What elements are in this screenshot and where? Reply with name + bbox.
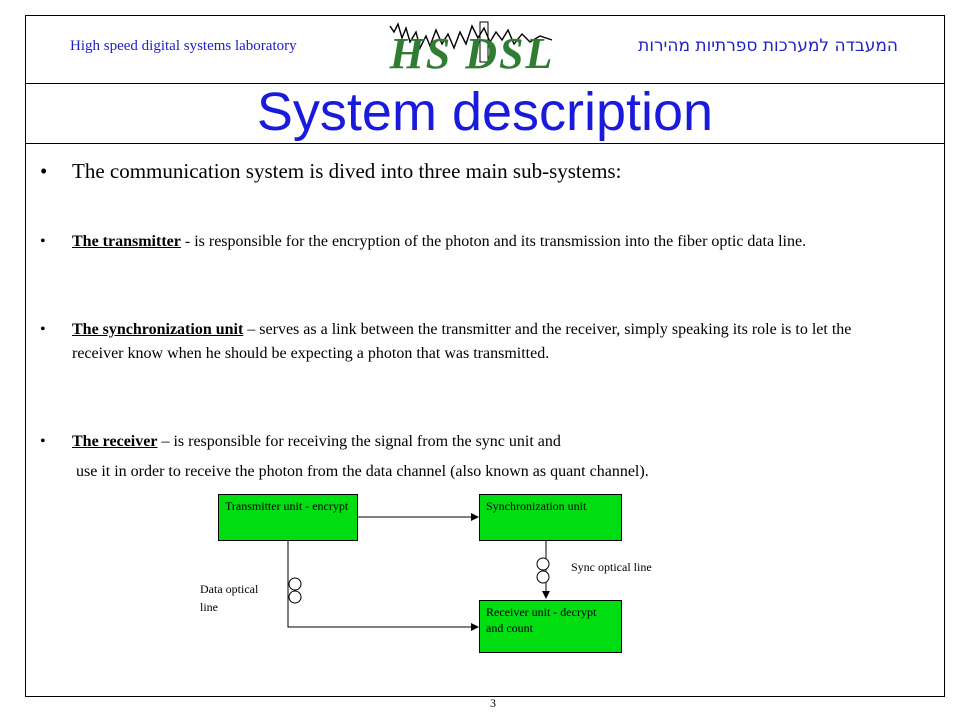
title-separator <box>25 143 945 144</box>
transmitter-unit-box: Transmitter unit - encrypt <box>218 494 358 541</box>
page-number: 3 <box>490 696 496 710</box>
hsdsl-logo <box>372 18 572 80</box>
sync-optical-line-label: Sync optical line <box>571 560 652 574</box>
bullet-dot: • <box>40 233 46 250</box>
bullet-sync-unit <box>40 318 890 366</box>
bullet-receiver <box>40 430 890 454</box>
bullet-dot: • <box>40 159 48 183</box>
term-receiver: The receiver <box>72 433 158 450</box>
bullet-dot: • <box>40 321 46 338</box>
intro-text: The communication system is dived into three main sub-systems: <box>72 159 622 183</box>
bullet-dot: • <box>40 433 46 450</box>
receiver-unit-box: Receiver unit - decrypt and count <box>479 600 622 653</box>
receiver-continuation: use it in order to receive the photon from the data channel (also known as quant channel). <box>76 463 649 480</box>
lab-name-hebrew: המעבדה למערכות ספרתיות מהירות <box>638 36 898 56</box>
desc-receiver: – is responsible for receiving the signal from the sync unit and <box>157 433 561 450</box>
data-optical-line-label: Data optical line <box>200 582 259 614</box>
lab-name-english: High speed digital systems laboratory <box>70 38 297 54</box>
term-sync-unit: The synchronization unit <box>72 321 244 338</box>
desc-transmitter: - is responsible for the encryption of the photon and its transmission into the fiber optic data line. <box>180 233 807 250</box>
bullet-transmitter <box>40 230 890 254</box>
synchronization-unit-box: Synchronization unit <box>479 494 622 541</box>
logo-text: HS DSL <box>389 29 555 78</box>
slide-title: System description <box>256 82 714 142</box>
term-transmitter: The transmitter <box>72 233 181 250</box>
desc-sync-unit: – serves as a link between the transmitter and the receiver, simply speaking its role is to let the receiver know when he should be expecting a photon that was transmitted. <box>72 321 852 362</box>
